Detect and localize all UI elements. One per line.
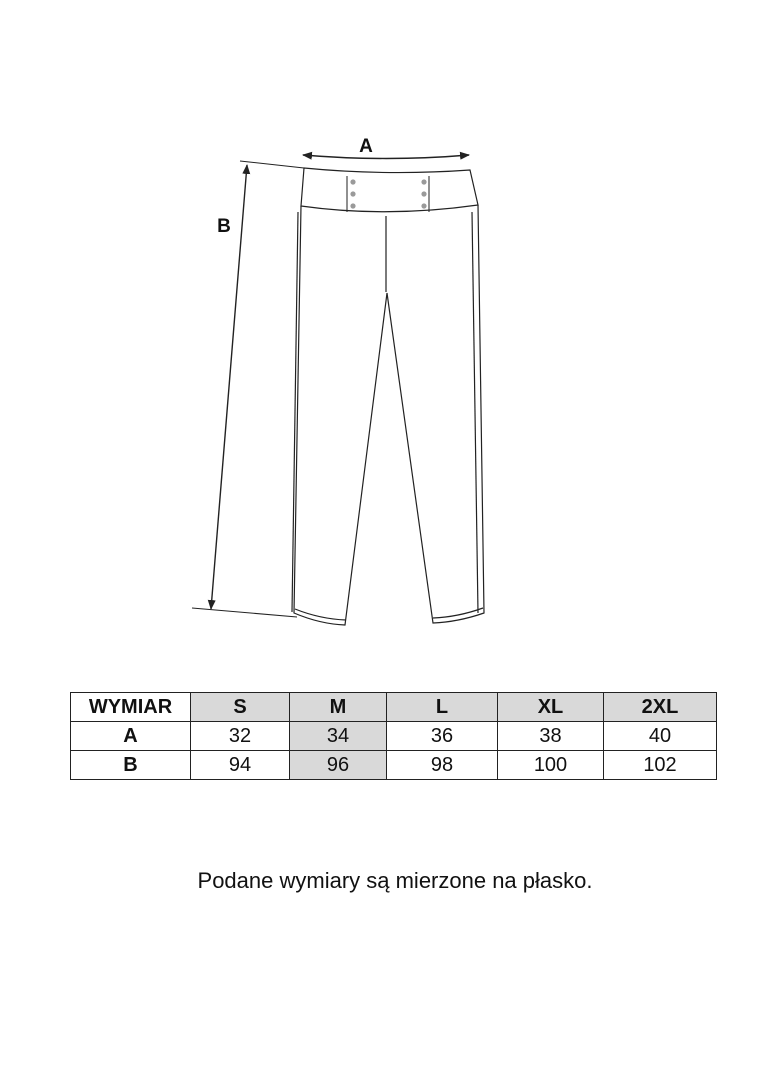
table-header-row <box>71 693 717 722</box>
table-cell: 100 <box>498 751 604 780</box>
label-a: A <box>359 136 373 157</box>
dimension-a <box>303 136 469 159</box>
table-cell: 34 <box>290 722 387 751</box>
measurement-note: Podane wymiary są mierzone na płasko. <box>197 868 593 893</box>
rivet-icon <box>421 191 426 196</box>
table-row <box>71 751 717 780</box>
size-header: XL <box>498 693 604 722</box>
rivet-icon <box>421 179 426 184</box>
row-label: A <box>71 722 191 751</box>
waistband-buttons <box>347 176 429 212</box>
table-row <box>71 722 717 751</box>
table-cell: 102 <box>604 751 717 780</box>
table-cell: 98 <box>387 751 498 780</box>
rivet-icon <box>350 191 355 196</box>
label-b: B <box>217 216 231 237</box>
rivet-icon <box>421 203 426 208</box>
size-header: S <box>191 693 290 722</box>
table-cell: 94 <box>191 751 290 780</box>
table-cell: 96 <box>290 751 387 780</box>
table-corner-header: WYMIAR <box>71 693 191 722</box>
table-cell: 32 <box>191 722 290 751</box>
size-header: L <box>387 693 498 722</box>
pants-outline <box>292 168 484 625</box>
rivet-icon <box>350 179 355 184</box>
table-cell: 36 <box>387 722 498 751</box>
size-table <box>70 692 717 780</box>
rivet-icon <box>350 203 355 208</box>
row-label: B <box>71 751 191 780</box>
dimension-b <box>192 161 304 617</box>
size-header: M <box>290 693 387 722</box>
table-cell: 38 <box>498 722 604 751</box>
table-cell: 40 <box>604 722 717 751</box>
size-header: 2XL <box>604 693 717 722</box>
